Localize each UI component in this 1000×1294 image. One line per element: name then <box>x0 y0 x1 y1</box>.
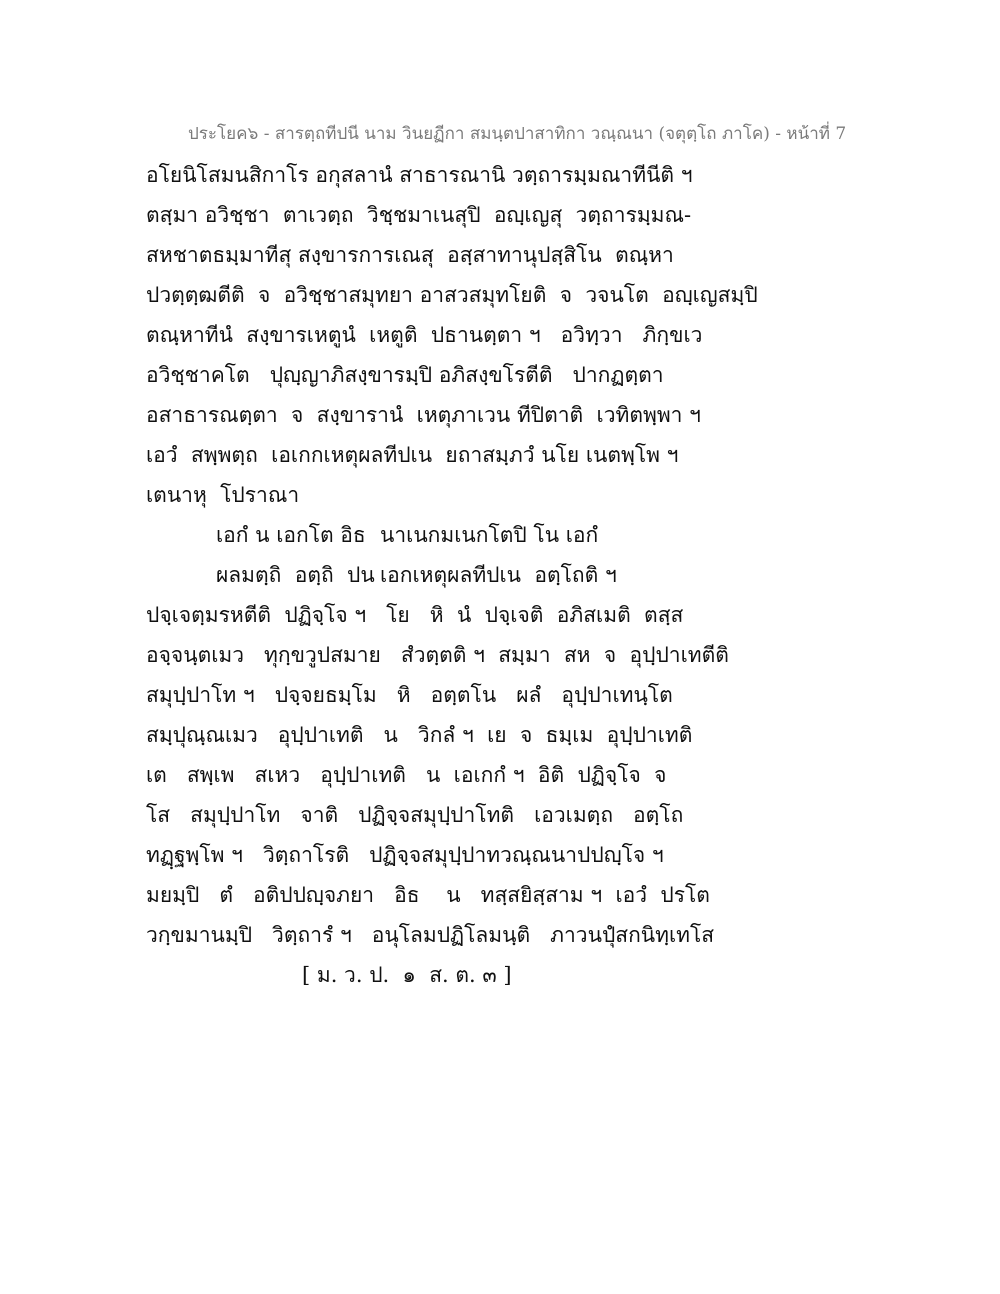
text-line: ปจฺเจตฺมรหตีติ ปฏิจฺโจ ฯ โย หิ นํ ปจฺเจติ อภิสเมติ ตสฺส <box>146 603 684 627</box>
text-line: ทฏฺฐพฺโพ ฯ วิตฺถาโรติ ปฏิจฺจสมุปฺปาทวณฺณนาปปญฺโจ ฯ <box>146 843 664 867</box>
text-line: ตณฺหาทีนํ สงฺขารเหตูนํ เหตูติ ปธานตฺตา ฯ อวิทฺวา ภิกฺขเว <box>146 323 703 347</box>
text-line: ตสฺมา อวิชฺชา ตาเวตฺถ วิชฺชมาเนสุปิ อญฺเญสุ วตฺถารมฺมณ- <box>146 203 692 227</box>
text-line: สหชาตธมฺมาทีสุ สงฺขารการเณสุ อสฺสาทานุปสฺสิโน ตณฺหา <box>146 243 674 267</box>
text-line: สมฺปุณฺณเมว อุปฺปาเทติ น วิกลํ ฯ เย จ ธมฺเม อุปฺปาเทติ <box>146 723 693 747</box>
text-line: เอวํ สพฺพตฺถ เอเกกเหตุผลทีปเน ยถาสมฺภวํ นโย เนตพฺโพ ฯ <box>146 443 679 467</box>
text-line: อโยนิโสมนสิกาโร อกุสลานํ สาธารณานิ วตฺถารมฺมณาทีนีติ ฯ <box>146 163 693 187</box>
verse-line <box>146 519 846 559</box>
verse-second-half: เอกเหตุผลทีปเน อตฺโถติ ฯ <box>380 563 617 587</box>
running-header: ประโยค๖ - สารตฺถทีปนี นาม วินยฏีกา สมนฺตปาสาทิกา วณฺณนา (จตุตฺโถ ภาโค) - หน้าที่ 7 <box>188 124 847 144</box>
verse-first-half: ผลมตฺถิ อตฺถิ ปน <box>216 563 375 587</box>
text-line: ปวตฺตฺฒตีติ จ อวิชฺชาสมุทยา อาสวสมุทโยติ จ วจนโต อญฺเญสมฺปิ <box>146 283 758 307</box>
text-line: สมุปฺปาโท ฯ ปจฺจยธมฺโม หิ อตฺตโน ผลํ อุปฺปาเทนฺโต <box>146 683 673 707</box>
text-line: โส สมุปฺปาโท จาติ ปฏิจฺจสมุปฺปาโทติ เอวเมตฺถ อตฺโถ <box>146 803 684 827</box>
text-line: เตนาหุ โปราณา <box>146 483 300 507</box>
verse-second-half: นาเนกมเนกโตปิ โน เอกํ <box>380 523 599 547</box>
text-line: เต สพฺเพ สเหว อุปฺปาเทติ น เอเกกํ ฯ อิติ ปฏิจฺโจ จ <box>146 763 667 787</box>
text-line: มยมฺปิ ตํ อติปปญฺจภยา อิธ น ทสฺสยิสฺสาม ฯ เอวํ ปรโต <box>146 883 710 907</box>
verse-line <box>146 559 846 599</box>
text-line: วกฺขมานมฺปิ วิตฺถารํ ฯ อนุโลมปฏิโลมนฺติ ภาวนปุํสกนิทฺเทโส <box>146 923 715 947</box>
body-text <box>146 159 846 999</box>
verse-first-half: เอกํ น เอกโต อิธ <box>216 523 366 547</box>
text-line: อจฺจนฺตเมว ทุกฺขวูปสมาย สํวตฺตติ ฯ สมฺมา สห จ อุปฺปาเทตีติ <box>146 643 729 667</box>
text-line: อสาธารณตฺตา จ สงฺขารานํ เหตุภาเวน ทีปิตาติ เวทิตพฺพา ฯ <box>146 403 701 427</box>
source-reference: [ ม. ว. ป. ๑ ส. ต. ๓ ] <box>302 963 512 987</box>
text-line: อวิชฺชาคโต ปุญฺญาภิสงฺขารมฺปิ อภิสงฺขโรตีติ ปากฏตฺตา <box>146 363 664 387</box>
